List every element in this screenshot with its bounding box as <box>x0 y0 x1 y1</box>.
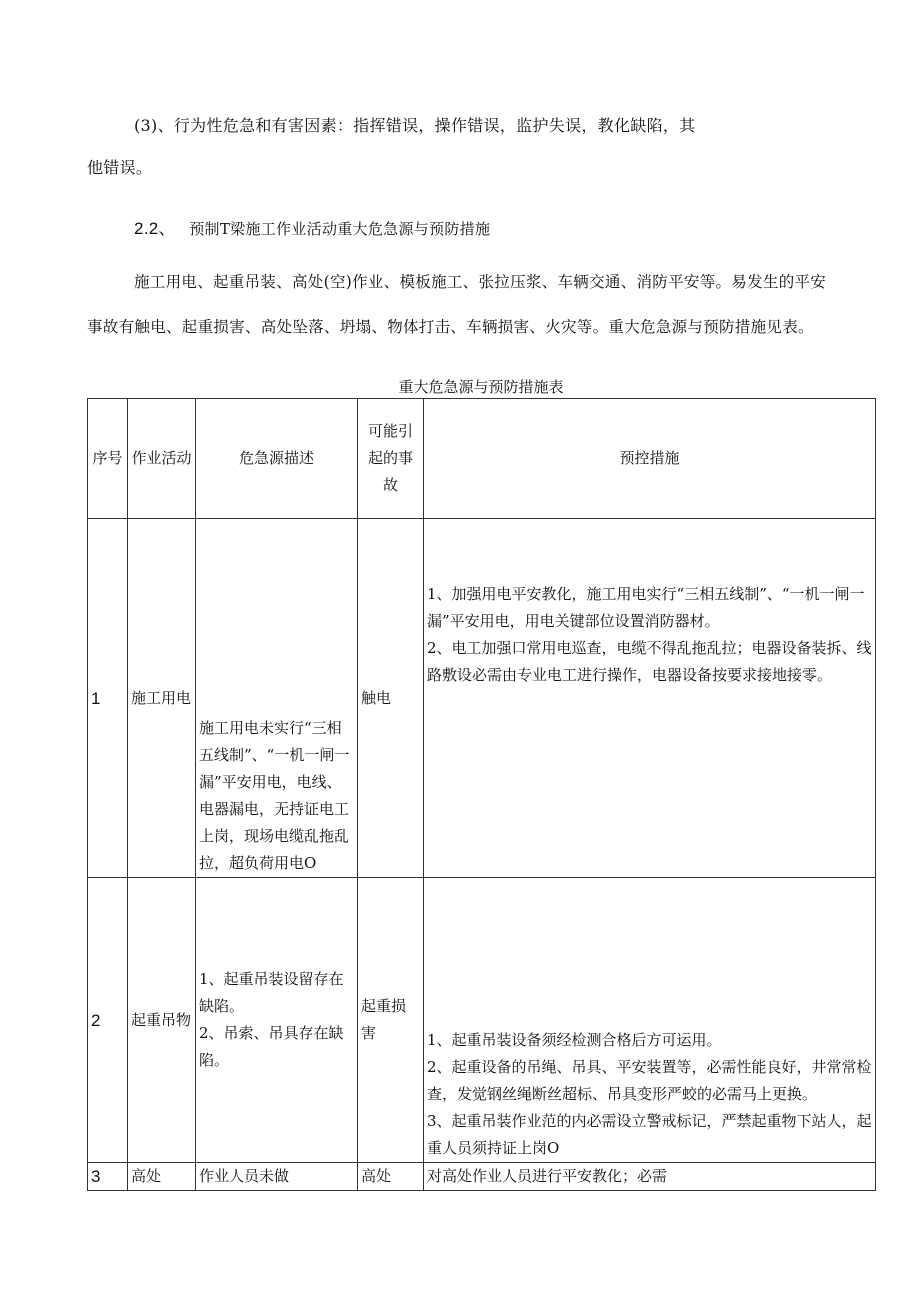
row-description <box>196 1163 358 1191</box>
description-item: 1、起重吊装设留存在缺陷。 <box>199 970 344 1015</box>
row-number: 3 <box>88 1163 128 1191</box>
row-measures <box>424 519 876 878</box>
section-number: 2.2、 <box>134 219 176 238</box>
row-measures <box>424 1163 876 1191</box>
row-number: 2 <box>88 878 128 1163</box>
row-accident: 高处 <box>358 1163 424 1191</box>
header-accident: 可能引起的事故 <box>358 399 424 519</box>
row-description <box>196 878 358 1163</box>
hazard-table <box>87 398 876 1191</box>
intro-line-1: 施工用电、起重吊装、高处(空)作业、模板施工、张拉压浆、车辆交通、消防平安等。易发生的平安 <box>134 273 827 291</box>
paragraph-3-line-2: 他错误。 <box>87 158 153 177</box>
row-description <box>196 519 358 878</box>
table-header-row <box>88 399 876 519</box>
row-number: 1 <box>88 519 128 878</box>
measure-item: 2、起重设备的吊绳、吊具、平安装置等，必需性能良好，井常常检查，发觉钢丝绳断丝超标、吊具变形严蛟的必需马上更换。 <box>427 1058 872 1103</box>
row-accident: 触电 <box>358 519 424 878</box>
table-row <box>88 519 876 878</box>
description-item: 施工用电未实行“三相五线制”、“一机一闸一漏”平安用电，电线、电器漏电，无持证电工上岗，现场电缆乱拖乱拉，超负荷用电O <box>199 719 350 872</box>
row-accident: 起重损害 <box>358 878 424 1163</box>
measure-item: 3、起重吊装作业范的内必需设立警戒标记，严禁起重物下站人，起重人员须持证上岗O <box>427 1112 872 1157</box>
header-num: 序号 <box>88 399 128 519</box>
row-measures <box>424 878 876 1163</box>
description-item: 作业人员未做 <box>199 1167 290 1185</box>
measure-item: 对高处作业人员进行平安教化；必需 <box>427 1167 668 1185</box>
header-description: 危急源描述 <box>196 399 358 519</box>
measure-item: 1、起重吊装设备须经检测合格后方可运用。 <box>427 1031 722 1049</box>
table-caption: 重大危急源与预防措施表 <box>398 378 564 396</box>
header-measures: 预控措施 <box>424 399 876 519</box>
table-row <box>88 878 876 1163</box>
section-heading <box>134 214 490 239</box>
section-title: 预制T梁施工作业活动重大危急源与预防措施 <box>189 220 491 238</box>
intro-line-2: 事故有触电、起重损害、高处坠落、坍塌、物体打击、车辆损害、火灾等。重大危急源与预防措施见表。 <box>87 318 814 336</box>
description-item: 2、吊索、吊具存在缺陷。 <box>199 1024 344 1069</box>
measure-item: 1、加强用电平安教化，施工用电实行“三相五线制”、“一机一闸一漏”平安用电，用电关键部位设置消防器材。 <box>427 585 865 630</box>
row-activity: 施工用电 <box>128 519 196 878</box>
header-activity: 作业活动 <box>128 399 196 519</box>
measure-item: 2、电工加强口常用电巡查，电缆不得乱拖乱拉；电器设备装拆、线路敷设必需由专业电工进行操作，电器设备按要求接地接零。 <box>427 639 872 684</box>
paragraph-3-line-1: (3)、行为性危急和有害因素：指挥错误，操作错误，监护失误，教化缺陷，其 <box>134 116 696 135</box>
table-row <box>88 1163 876 1191</box>
row-activity: 高处 <box>128 1163 196 1191</box>
row-activity: 起重吊物 <box>128 878 196 1163</box>
